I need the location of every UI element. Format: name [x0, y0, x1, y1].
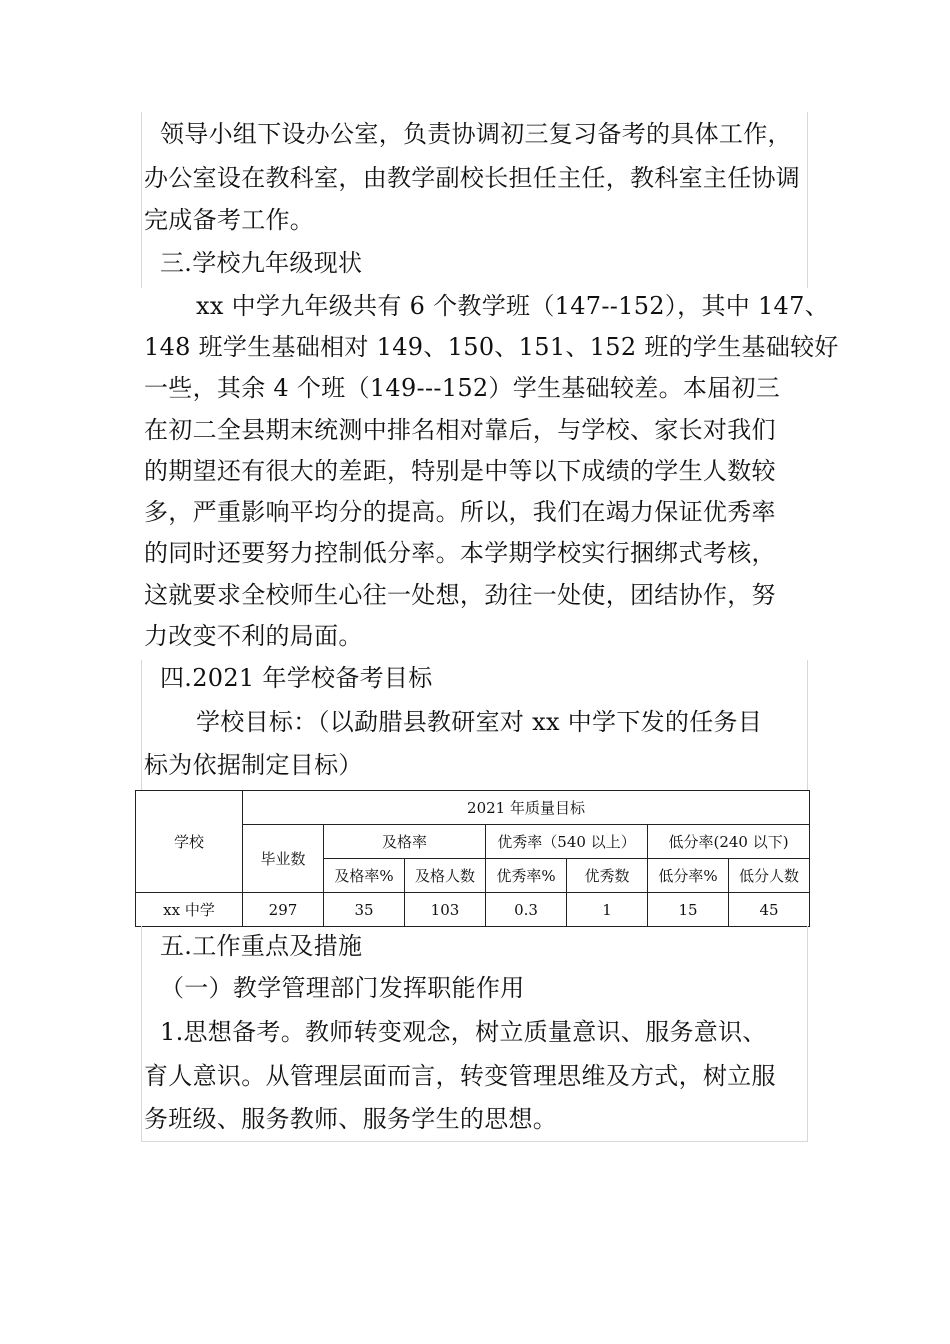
- table-header-cell: 及格率: [324, 825, 486, 859]
- table-cell: 103: [405, 893, 486, 927]
- table-header-cell: 学校: [136, 791, 243, 893]
- paragraph-line: 的期望还有很大的差距，特别是中等以下成绩的学生人数较: [144, 457, 776, 485]
- table-cell: 1: [567, 893, 648, 927]
- section-heading: 三.学校九年级现状: [160, 249, 363, 277]
- paragraph-line: 标为依据制定目标）: [144, 751, 363, 779]
- paragraph-line: 完成备考工作。: [144, 206, 315, 234]
- paragraph-line: xx 中学九年级共有 6 个教学班（147--152），其中 147、: [196, 292, 829, 320]
- section-heading: 四.2021 年学校备考目标: [160, 664, 433, 692]
- paragraph-line: 在初二全县期末统测中排名相对靠后，与学校、家长对我们: [144, 416, 776, 444]
- paragraph-line: 领导小组下设办公室，负责协调初三复习备考的具体工作，: [160, 120, 792, 148]
- paragraph-line: 力改变不利的局面。: [144, 622, 363, 650]
- paragraph-line: 务班级、服务教师、服务学生的思想。: [144, 1105, 558, 1133]
- table-header-cell: 优秀率%: [486, 859, 567, 893]
- table-header-cell: 低分人数: [729, 859, 810, 893]
- paragraph-line: 148 班学生基础相对 149、150、151、152 班的学生基础较好: [144, 333, 839, 361]
- table-cell: xx 中学: [136, 893, 243, 927]
- paragraph-line: 一些，其余 4 个班（149---152）学生基础较差。本届初三: [144, 374, 781, 402]
- table-row: [136, 791, 810, 825]
- table-row: [136, 893, 810, 927]
- table-cell: 15: [648, 893, 729, 927]
- subsection-heading: （一）教学管理部门发挥职能作用: [160, 974, 525, 1002]
- table-header-cell: 低分率%: [648, 859, 729, 893]
- table-header-cell: 低分率(240 以下): [648, 825, 810, 859]
- table-header-cell: 优秀数: [567, 859, 648, 893]
- table-cell: 35: [324, 893, 405, 927]
- paragraph-line: 的同时还要努力控制低分率。本学期学校实行捆绑式考核，: [144, 539, 776, 567]
- table-cell: 0.3: [486, 893, 567, 927]
- table-cell: 45: [729, 893, 810, 927]
- paragraph-line: 学校目标：（以勐腊县教研室对 xx 中学下发的任务目: [196, 708, 763, 736]
- paragraph-line: 1.思想备考。教师转变观念，树立质量意识、服务意识、: [160, 1018, 767, 1046]
- paragraph-line: 育人意识。从管理层面而言，转变管理思维及方式，树立服: [144, 1062, 776, 1090]
- table-cell: 297: [243, 893, 324, 927]
- quality-target-table: [135, 790, 810, 927]
- paragraph-line: 办公室设在教科室，由教学副校长担任主任，教科室主任协调: [144, 164, 801, 192]
- section-heading: 五.工作重点及措施: [160, 932, 363, 960]
- paragraph-line: 多，严重影响平均分的提高。所以，我们在竭力保证优秀率: [144, 498, 776, 526]
- table-header-cell: 毕业数: [243, 825, 324, 893]
- table-header-cell: 及格率%: [324, 859, 405, 893]
- table-header-cell: 及格人数: [405, 859, 486, 893]
- paragraph-line: 这就要求全校师生心往一处想，劲往一处使，团结协作，努: [144, 581, 776, 609]
- table-header-cell: 优秀率（540 以上）: [486, 825, 648, 859]
- table-header-cell: 2021 年质量目标: [243, 791, 810, 825]
